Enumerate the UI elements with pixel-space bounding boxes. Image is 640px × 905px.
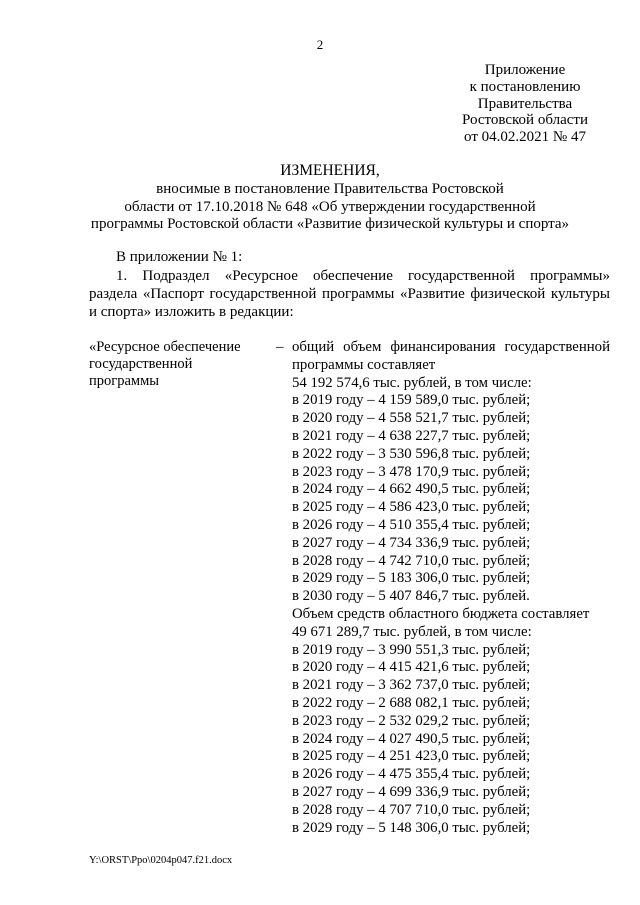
total-year-line: в 2030 году – 5 407 846,7 тыс. рублей. [292, 588, 530, 605]
appendix-line: Правительства [477, 95, 573, 112]
regional-year-line: в 2025 году – 4 251 423,0 тыс. рублей; [292, 748, 531, 765]
total-year-line: в 2025 году – 4 586 423,0 тыс. рублей; [292, 499, 531, 516]
total-year-line: в 2027 году – 4 734 336,9 тыс. рублей; [292, 534, 531, 551]
footer-file-path: Y:\ORST\Ppo\0204p047.f21.docx [89, 855, 233, 866]
appendix-line: Ростовской области [462, 112, 588, 129]
total-amount: 54 192 574,6 тыс. рублей, в том числе: [292, 374, 532, 391]
regional-year-line: в 2020 году – 4 415 421,6 тыс. рублей; [292, 659, 531, 676]
regional-amount: 49 671 289,7 тыс. рублей, в том числе: [292, 623, 532, 640]
regional-year-line: в 2027 году – 4 699 336,9 тыс. рублей; [292, 783, 531, 800]
page-number: 2 [316, 37, 324, 52]
regional-year-line: в 2026 году – 4 475 355,4 тыс. рублей; [292, 766, 531, 783]
paragraph-line: и спорта» изложить в редакции: [89, 303, 294, 320]
subtitle-line: вносимые в постановление Правительства Ростовской [156, 181, 504, 197]
paragraph-1 [89, 268, 610, 321]
total-year-line: в 2023 году – 3 478 170,9 тыс. рублей; [292, 463, 531, 480]
document-title: ИЗМЕНЕНИЯ, [280, 162, 380, 179]
appendix-block [420, 62, 630, 146]
paragraph-line: 1. Подраздел «Ресурсное обеспечение государственной программы» [116, 268, 610, 284]
paragraph-line: раздела «Паспорт государственной программы «Развитие физической культуры [89, 285, 610, 302]
regional-year-line: в 2021 году – 3 362 737,0 тыс. рублей; [292, 677, 531, 694]
total-year-line: в 2022 году – 3 530 596,8 тыс. рублей; [292, 445, 531, 462]
resource-label [89, 339, 269, 390]
appendix-line: к постановлению [469, 78, 581, 95]
dash-separator: – [276, 339, 284, 355]
regional-year-line: в 2029 году – 5 148 306,0 тыс. рублей; [292, 819, 531, 836]
appendix-line: от 04.02.2021 № 47 [464, 129, 586, 146]
appendix-line: Приложение [484, 62, 566, 78]
regional-year-line: в 2019 году – 3 990 551,3 тыс. рублей; [292, 641, 531, 658]
total-year-line: в 2020 году – 4 558 521,7 тыс. рублей; [292, 410, 531, 427]
resource-label-line: «Ресурсное обеспечение [89, 339, 241, 355]
total-year-line: в 2029 году – 5 183 306,0 тыс. рублей; [292, 570, 531, 587]
resource-label-line: программы [89, 373, 159, 389]
subtitle-line: программы Ростовской области «Развитие физической культуры и спорта» [90, 216, 570, 232]
document-subtitle [60, 181, 600, 234]
regional-year-line: в 2028 году – 4 707 710,0 тыс. рублей; [292, 801, 531, 818]
total-year-line: в 2028 году – 4 742 710,0 тыс. рублей; [292, 552, 531, 569]
intro-line: В приложении № 1: [116, 249, 243, 265]
total-year-line: в 2024 году – 4 662 490,5 тыс. рублей; [292, 481, 531, 498]
funding-column [292, 339, 610, 837]
total-year-line: в 2026 году – 4 510 355,4 тыс. рублей; [292, 516, 531, 533]
regional-year-line: в 2022 году – 2 688 082,1 тыс. рублей; [292, 694, 531, 711]
regional-intro: Объем средств областного бюджета составляет [292, 605, 590, 622]
regional-year-line: в 2024 году – 4 027 490,5 тыс. рублей; [292, 730, 531, 747]
total-year-line: в 2019 году – 4 159 589,0 тыс. рублей; [292, 392, 531, 409]
regional-year-line: в 2023 году – 2 532 029,2 тыс. рублей; [292, 712, 531, 729]
resource-label-line: государственной [89, 356, 193, 372]
total-intro-cont: программы составляет [292, 356, 436, 373]
total-intro: общий объем финансирования государственной [292, 339, 610, 355]
total-year-line: в 2021 году – 4 638 227,7 тыс. рублей; [292, 427, 531, 444]
subtitle-line: области от 17.10.2018 № 648 «Об утверждении государственной [124, 198, 536, 215]
